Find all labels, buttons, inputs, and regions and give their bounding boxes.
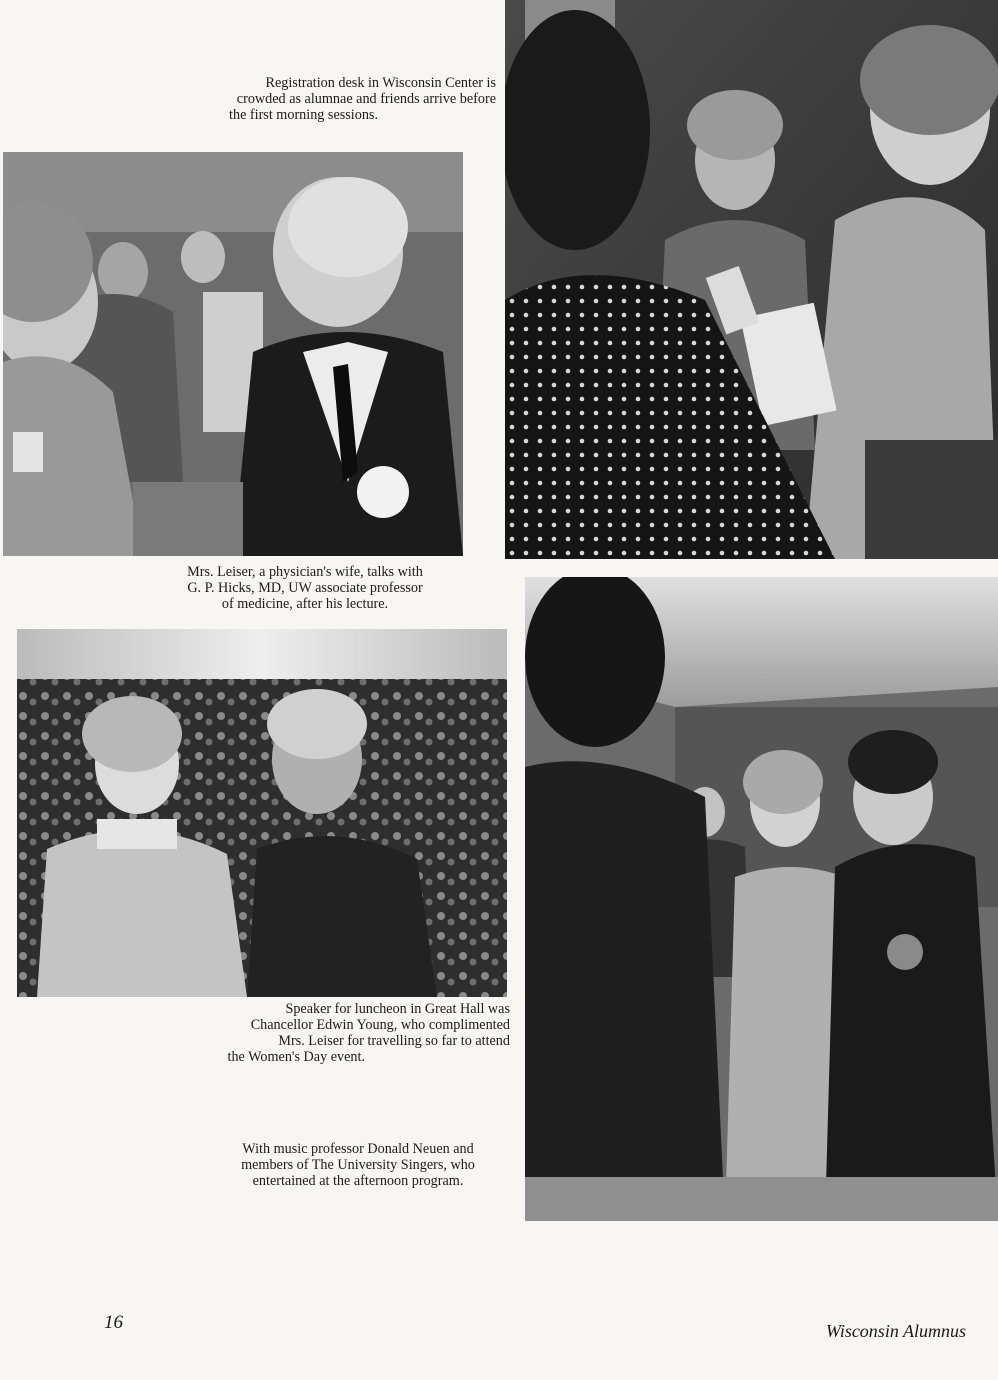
publication-name: Wisconsin Alumnus [825, 1321, 966, 1341]
caption-line: Speaker for luncheon in Great Hall was [285, 1001, 510, 1017]
photo-great-hall-luncheon [17, 629, 507, 997]
page-number: 16 [104, 1312, 123, 1333]
caption-registration [166, 75, 496, 123]
caption-line: Registration desk in Wisconsin Center is [265, 75, 496, 91]
caption-luncheon [190, 1001, 510, 1065]
caption-line: entertained at the afternoon program. [252, 1173, 464, 1189]
photo-leiser-hicks [3, 152, 463, 556]
caption-hicks [140, 564, 470, 612]
caption-line: Mrs. Leiser for travelling so far to attend [278, 1033, 510, 1049]
caption-line: Chancellor Edwin Young, who complimented [250, 1017, 510, 1033]
caption-singers [203, 1141, 513, 1189]
caption-line: With music professor Donald Neuen and [242, 1141, 474, 1157]
caption-line: G. P. Hicks, MD, UW associate professor [187, 580, 423, 596]
caption-line: crowded as alumnae and friends arrive before [236, 91, 496, 107]
caption-line: of medicine, after his lecture. [221, 596, 389, 612]
caption-line: members of The University Singers, who [241, 1157, 475, 1173]
photo-registration-desk [505, 0, 998, 559]
caption-line: the Women's Day event. [227, 1049, 365, 1065]
caption-line: the first morning sessions. [229, 107, 378, 123]
photo-university-singers [525, 577, 998, 1221]
caption-line: Mrs. Leiser, a physician's wife, talks with [187, 564, 423, 580]
